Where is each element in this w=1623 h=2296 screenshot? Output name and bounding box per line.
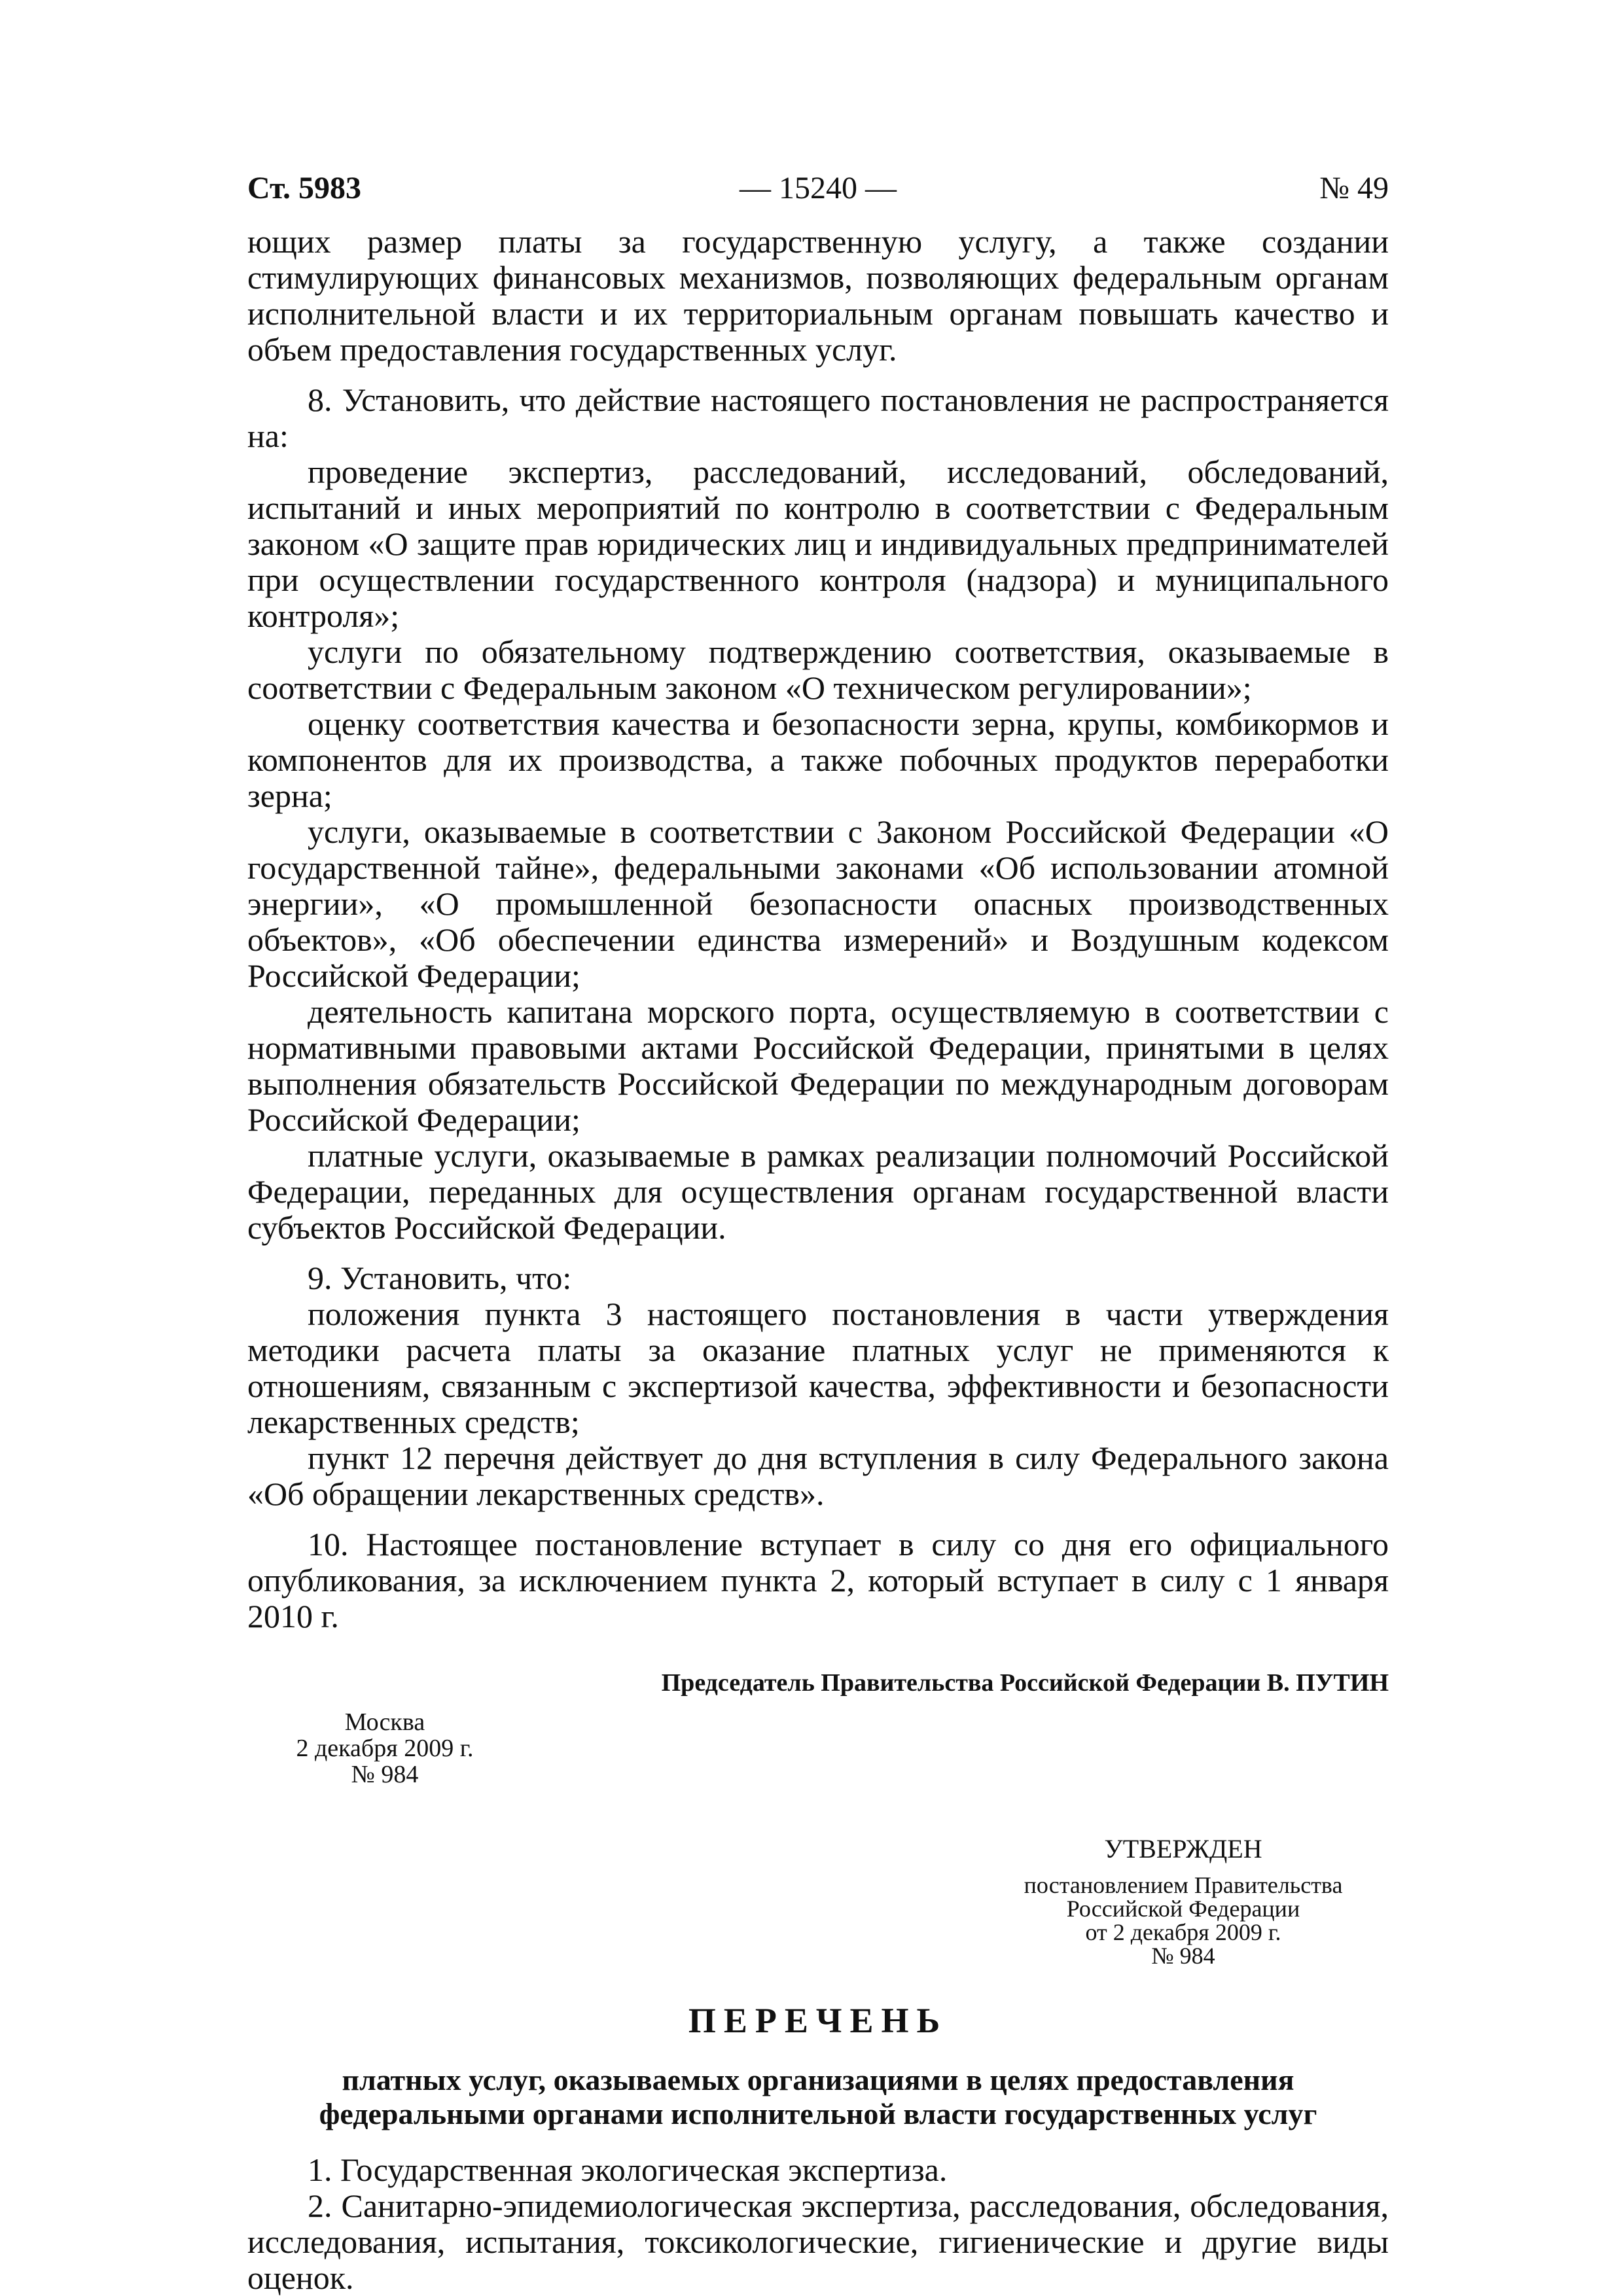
body-paragraph: пункт 12 перечня действует до дня вступления в силу Федерального закона «Об обращении лекарственных средств». [247,1439,1389,1512]
body-paragraph: проведение экспертиз, расследований, исследований, обследований, испытаний и иных мероприятий по контролю в соответствии с Федеральным законом «О защите прав юридических лиц и индивидуальных предпринимателей при осуществлении государственного контроля (надзора) и муниципального контроля»; [247,453,1389,634]
place-number: № 984 [351,1761,419,1788]
approval-stamp [1000,1833,1366,1968]
page-number: — 15240 — [740,171,897,205]
services-list [247,2152,1389,2296]
body-paragraph: услуги по обязательному подтверждению соответствия, оказываемые в соответствии с Федеральным законом «О техническом регулировании»; [247,633,1389,706]
body-paragraph: деятельность капитана морского порта, осуществляемую в соответствии с нормативными правовыми актами Российской Федерации, принятыми в целях выполнения обязательств Российской Федерации по международным договорам Российской Федерации; [247,993,1389,1138]
body-paragraph: оценку соответствия качества и безопасности зерна, крупы, комбикормов и компонентов для их производства, а также побочных продуктов переработки зерна; [247,705,1389,814]
list-subtitle-line: федеральными органами исполнительной власти государственных услуг [319,2097,1317,2130]
approval-line: № 984 [1151,1943,1215,1969]
body-paragraph: ющих размер платы за государственную услугу, а также создании стимулирующих финансовых механизмов, позволяющих федеральным органам исполнительной власти и их территориальным органам повышать качество и объем предоставления государственных услуг. [247,223,1389,368]
body-paragraph: 8. Установить, что действие настоящего постановления не распространяется на: [247,381,1389,454]
list-title: ПЕРЕЧЕНЬ [688,2001,948,2040]
list-subtitle [247,2063,1389,2131]
approval-lines [1000,1873,1366,1968]
list-item: 1. Государственная экологическая экспертиза. [308,2151,948,2188]
article-number: Ст. 5983 [247,171,361,205]
body-paragraph: платные услуги, оказываемые в рамках реализации полномочий Российской Федерации, переданных для осуществления органам государственной власти субъектов Российской Федерации. [247,1137,1389,1246]
list-item: 2. Санитарно-эпидемиологическая экспертиза, расследования, обследования, исследования, испытания, токсикологические, гигиенические и другие виды оценок. [247,2187,1389,2296]
approval-line: Российской Федерации [1066,1896,1300,1922]
page-header [247,157,1389,220]
body-paragraph: услуги, оказываемые в соответствии с Законом Российской Федерации «О государственной тайне», федеральными законами «Об использовании атомной энергии», «О промышленной безопасности опасных производственных объектов», «Об обеспечении единства измерений» и Воздушным кодексом Российской Федерации; [247,813,1389,994]
place-city: Москва [344,1708,425,1736]
signature: Председатель Правительства Российской Федерации В. ПУТИН [661,1669,1389,1697]
approval-title: УТВЕРЖДЕН [1104,1834,1262,1863]
approval-line: постановлением Правительства [1024,1872,1343,1898]
decree-body [247,224,1389,1634]
place-date: 2 декабря 2009 г. [296,1735,474,1762]
body-paragraph: 10. Настоящее постановление вступает в силу со дня его официального опубликования, за исключением пункта 2, который вступает в силу с 1 января 2010 г. [247,1526,1389,1634]
body-paragraph: 9. Установить, что: [308,1260,572,1296]
approval-line: от 2 декабря 2009 г. [1085,1919,1281,1945]
issue-number: № 49 [1319,171,1389,205]
body-paragraph: положения пункта 3 настоящего постановления в части утверждения методики расчета платы за оказание платных услуг не применяются к отношениям, связанным с экспертизой качества, эффективности и безопасности лекарственных средств; [247,1296,1389,1440]
document-page [247,157,1389,2296]
place-and-date [247,1709,522,1788]
list-subtitle-line: платных услуг, оказываемых организациями в целях предоставления [342,2063,1294,2096]
